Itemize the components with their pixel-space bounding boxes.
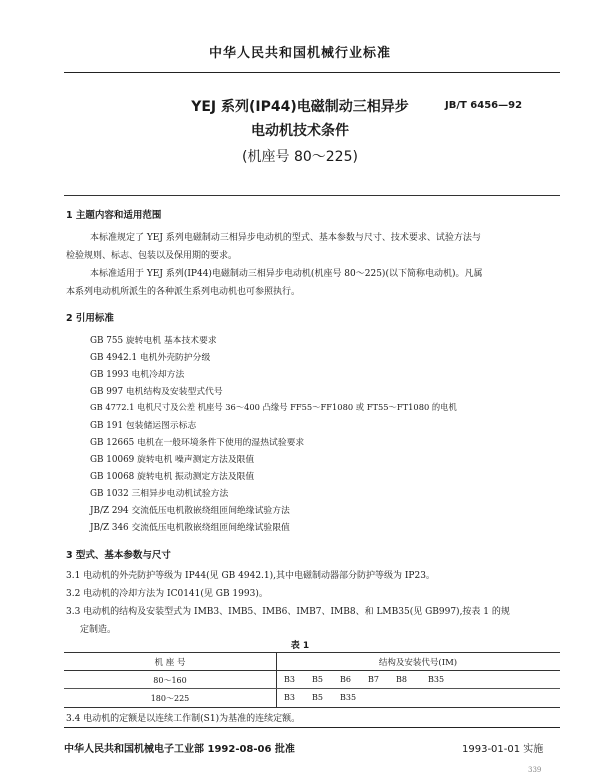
reference-item: JB/Z 346 交流低压电机散嵌绕组匝间绝缘试验限值	[90, 523, 290, 533]
footer-rule	[64, 727, 560, 728]
section-1-heading: 1 主题内容和适用范围	[66, 210, 162, 221]
title-rule	[64, 195, 560, 196]
table-row-frame: 80～160	[153, 676, 187, 685]
reference-item: GB 1993 电机冷却方法	[90, 370, 185, 380]
clause-3-3b: 定制造。	[80, 625, 117, 635]
reference-item: JB/Z 294 交流低压电机散嵌绕组匝间绝缘试验方法	[90, 506, 290, 516]
table-bottom-rule	[64, 707, 560, 708]
issuing-authority-header: 中华人民共和国机械行业标准	[208, 46, 391, 61]
table-cell-code: B35	[340, 693, 357, 702]
approval-statement: 中华人民共和国机械电子工业部 1992-08-06 批准	[64, 744, 295, 755]
table-cell-code: B3	[284, 675, 295, 684]
table-cell-code: B35	[428, 675, 445, 684]
table-1-caption: 表 1	[290, 641, 310, 651]
table-cell-code: B7	[368, 675, 379, 684]
title-line-3: (机座号 80～225)	[242, 149, 358, 165]
section-1-para-1a: 本标准规定了 YEJ 系列电磁制动三相异步电动机的型式、基本参数与尺寸、技术要求、试验方法与	[90, 233, 481, 243]
reference-item: GB 10068 旋转电机 振动测定方法及限值	[90, 472, 255, 482]
table-cell-code: B3	[284, 693, 295, 702]
table-top-rule	[64, 652, 560, 653]
title-line-1: YEJ 系列(IP44)电磁制动三相异步	[191, 99, 409, 115]
clause-3-3a: 3.3 电动机的结构及安装型式为 IMB3、IMB5、IMB6、IMB7、IMB8、和 LMB35(见 GB997),按表 1 的规	[66, 607, 510, 617]
section-1-para-1b: 检验规则、标志、包装以及保用期的要求。	[66, 251, 238, 261]
page-number: 339	[528, 766, 542, 774]
table-cell-code: B5	[312, 675, 323, 684]
section-3-heading: 3 型式、基本参数与尺寸	[66, 550, 171, 561]
reference-item: GB 4942.1 电机外壳防护分级	[90, 353, 211, 363]
section-1-para-2b: 本系列电动机所派生的各种派生系列电动机也可参照执行。	[66, 287, 301, 297]
section-2-heading: 2 引用标准	[66, 313, 114, 324]
section-1-para-2a: 本标准适用于 YEJ 系列(IP44)电磁制动三相异步电动机(机座号 80～225)(以下简称电动机)。凡属	[90, 269, 483, 279]
reference-item: GB 10069 旋转电机 噪声测定方法及限值	[90, 455, 255, 465]
reference-item: GB 4772.1 电机尺寸及公差 机座号 36～400 凸缘号 FF55～FF1080 或 FT55～FT1080 的电机	[90, 402, 457, 412]
reference-item: GB 191 包装储运图示标志	[90, 421, 197, 431]
title-line-2: 电动机技术条件	[251, 123, 349, 139]
table-row-rule	[64, 688, 560, 689]
header-rule	[64, 72, 560, 73]
table-row-frame: 180～225	[150, 694, 190, 703]
table-cell-code: B5	[312, 693, 323, 702]
table-cell-code: B8	[396, 675, 407, 684]
table-header-codes: 结构及安装代号(IM)	[378, 658, 458, 668]
reference-item: GB 755 旋转电机 基本技术要求	[90, 336, 217, 346]
table-header-rule	[64, 670, 560, 671]
standard-number: JB/T 6456—92	[445, 100, 523, 111]
clause-3-4: 3.4 电动机的定额是以连续工作制(S1)为基准的连续定额。	[66, 714, 301, 724]
reference-item: GB 12665 电机在一般环境条件下使用的湿热试验要求	[90, 438, 305, 448]
table-header-frame: 机 座 号	[154, 658, 186, 668]
clause-3-1: 3.1 电动机的外壳防护等级为 IP44(见 GB 4942.1),其中电磁制动器部分防护等级为 IP23。	[66, 571, 435, 581]
reference-item: GB 1032 三相异步电动机试验方法	[90, 489, 229, 499]
implementation-date: 1993-01-01 实施	[462, 744, 544, 755]
table-cell-code: B6	[340, 675, 351, 684]
clause-3-2: 3.2 电动机的冷却方法为 IC0141(见 GB 1993)。	[66, 589, 268, 599]
reference-item: GB 997 电机结构及安装型式代号	[90, 387, 223, 397]
